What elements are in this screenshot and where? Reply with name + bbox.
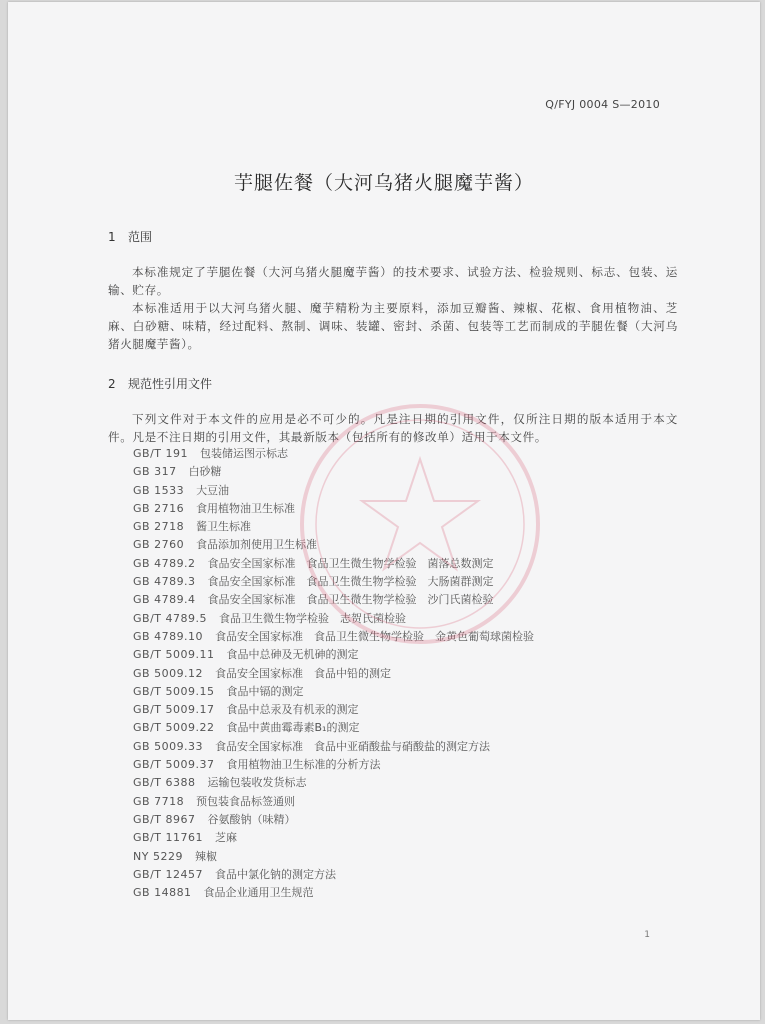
section-number: 2 [108, 377, 116, 391]
reference-code: GB/T 5009.15 [133, 684, 215, 698]
reference-code: GB 1533 [133, 483, 185, 497]
section-number: 1 [108, 230, 116, 244]
reference-item [133, 719, 534, 737]
reference-title: 食品安全国家标准 食品中亚硝酸盐与硝酸盐的测定方法 [215, 739, 491, 753]
reference-title: 食品添加剂使用卫生标准 [196, 538, 318, 552]
scope-paragraph-2: 本标准适用于以大河乌猪火腿、魔芋精粉为主要原料，添加豆瓣酱、辣椒、花椒、食用植物油、芝麻、白砂糖、味精，经过配料、熬制、调味、装罐、密封、杀菌、包装等工艺而制成的芋腿佐餐（大河乌猪火腿魔芋酱）。 [108, 301, 678, 351]
reference-code: GB 4789.4 [133, 593, 196, 607]
reference-code: GB/T 5009.17 [133, 703, 215, 717]
reference-code: GB/T 12457 [133, 867, 203, 881]
reference-title: 运输包装收发货标志 [207, 776, 307, 790]
reference-item [133, 829, 534, 847]
reference-item [133, 738, 534, 756]
reference-item [133, 811, 534, 829]
reference-code: GB 4789.10 [133, 629, 204, 643]
reference-title: 食品中总汞及有机汞的测定 [226, 703, 359, 717]
reference-item [133, 756, 534, 774]
reference-item [133, 774, 534, 792]
reference-code: NY 5229 [133, 849, 183, 863]
reference-code: GB/T 191 [133, 447, 188, 460]
reference-title: 食品安全国家标准 食品卫生微生物学检验 金黄色葡萄球菌检验 [215, 629, 535, 643]
section-title: 规范性引用文件 [128, 377, 213, 391]
reference-code: GB/T 8967 [133, 812, 196, 826]
reference-code: GB 317 [133, 465, 177, 479]
reference-title: 食品安全国家标准 食品中铅的测定 [215, 666, 392, 680]
section-title: 范围 [128, 230, 153, 244]
reference-item [133, 683, 534, 701]
reference-item [133, 848, 534, 866]
reference-item [133, 793, 534, 811]
scope-paragraph-1: 本标准规定了芋腿佐餐（大河乌猪火腿魔芋酱）的技术要求、试验方法、检验规则、标志、包装、运输、贮存。 [108, 265, 678, 297]
reference-code: GB/T 11761 [133, 831, 203, 845]
reference-title: 食品中氯化钠的测定方法 [215, 867, 336, 881]
reference-title: 谷氨酸钠（味精） [207, 812, 296, 826]
reference-item [133, 866, 534, 884]
reference-code: GB 14881 [133, 886, 192, 900]
reference-code: GB/T 5009.22 [133, 721, 215, 735]
reference-title: 食用植物油卫生标准的分析方法 [226, 758, 381, 772]
reference-title: 酱卫生标准 [196, 520, 252, 534]
reference-code: GB/T 4789.5 [133, 611, 207, 625]
section-1-heading [108, 228, 152, 245]
document-code: Q/FYJ 0004 S—2010 [545, 98, 660, 111]
reference-title: 食用植物油卫生标准 [196, 501, 296, 515]
reference-title: 大豆油 [196, 483, 230, 497]
document-page [8, 2, 760, 1020]
reference-code: GB/T 5009.11 [133, 648, 215, 662]
reference-title: 食品中总砷及无机砷的测定 [226, 648, 359, 662]
reference-title: 芝麻 [215, 831, 237, 845]
reference-title: 辣椒 [194, 849, 217, 863]
reference-title: 预包装食品标签通则 [196, 794, 296, 808]
reference-code: GB 5009.33 [133, 739, 204, 753]
reference-title: 食品企业通用卫生规范 [203, 886, 314, 900]
section-2-heading [108, 375, 212, 392]
reference-title: 食品安全国家标准 食品卫生微生物学检验 菌落总数测定 [207, 556, 494, 570]
reference-code: GB 2716 [133, 501, 185, 515]
reference-title: 食品中镉的测定 [226, 684, 304, 698]
reference-item [133, 701, 534, 719]
reference-code: GB/T 5009.37 [133, 758, 215, 772]
reference-title: 包装储运图示标志 [200, 447, 288, 460]
reference-code: GB 2718 [133, 520, 185, 534]
reference-code: GB 7718 [133, 794, 185, 808]
reference-title: 白砂糖 [188, 465, 222, 479]
reference-title: 食品安全国家标准 食品卫生微生物学检验 沙门氏菌检验 [207, 593, 494, 607]
reference-code: GB 4789.2 [133, 556, 196, 570]
reference-code: GB/T 6388 [133, 776, 196, 790]
reference-code: GB 5009.12 [133, 666, 204, 680]
references-intro-paragraph: 下列文件对于本文件的应用是必不可少的。凡是注日期的引用文件，仅所注日期的版本适用于本文件。凡是不注日期的引用文件，其最新版本（包括所有的修改单）适用于本文件。 [108, 412, 678, 444]
reference-title: 食品安全国家标准 食品卫生微生物学检验 大肠菌群测定 [207, 575, 494, 589]
reference-item [133, 665, 534, 683]
page-number: 1 [644, 930, 650, 940]
reference-code: GB 2760 [133, 538, 185, 552]
reference-title: 食品中黄曲霉毒素B₁的测定 [226, 721, 360, 735]
red-seal-stamp [293, 397, 548, 652]
reference-code: GB 4789.3 [133, 575, 196, 589]
reference-title: 食品卫生微生物学检验 志贺氏菌检验 [218, 611, 406, 625]
document-title: 芋腿佐餐（大河乌猪火腿魔芋酱） [233, 172, 534, 194]
reference-item [133, 884, 534, 902]
